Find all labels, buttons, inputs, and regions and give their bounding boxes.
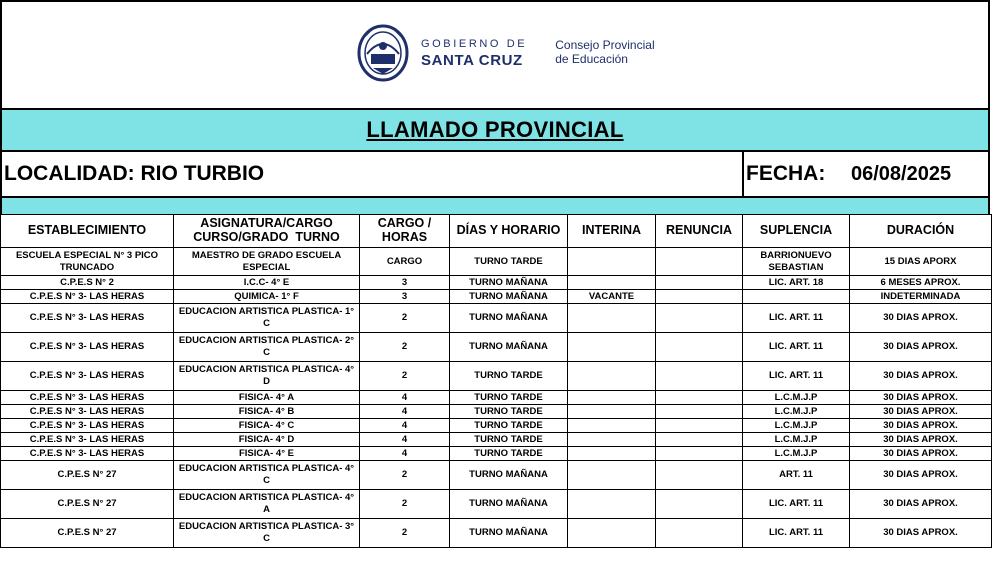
table-row [1, 519, 992, 548]
cell-interina [568, 362, 656, 391]
cell-suplencia: L.C.M.J.P [743, 391, 850, 405]
col-interina: INTERINA [568, 215, 656, 248]
table-row [1, 290, 992, 304]
cell-establecimiento: C.P.E.S N° 3- LAS HERAS [1, 304, 174, 333]
cell-asignatura: EDUCACION ARTISTICA PLASTICA- 4° A [174, 490, 360, 519]
table-row [1, 276, 992, 290]
cell-asignatura: MAESTRO DE GRADO ESCUELA ESPECIAL [174, 248, 360, 276]
cell-renuncia [656, 333, 743, 362]
cell-dias: TURNO MAÑANA [450, 304, 568, 333]
gobierno-main-text: SANTA CRUZ [421, 51, 523, 69]
cell-renuncia [656, 276, 743, 290]
localidad-label: LOCALIDAD: RIO TURBIO [4, 162, 265, 185]
cell-interina [568, 276, 656, 290]
cell-interina: VACANTE [568, 290, 656, 304]
title-band [0, 110, 990, 150]
localidad-fecha-row [0, 150, 990, 198]
table-header-row [1, 215, 992, 248]
table-row [1, 362, 992, 391]
cell-suplencia: L.C.M.J.P [743, 419, 850, 433]
cell-duracion: 30 DIAS APROX. [850, 519, 992, 548]
cell-asignatura: FISICA- 4° C [174, 419, 360, 433]
cell-cargo: 2 [360, 333, 450, 362]
cell-cargo: 2 [360, 519, 450, 548]
col-dias: DÍAS Y HORARIO [450, 215, 568, 248]
cell-dias: TURNO MAÑANA [450, 519, 568, 548]
table-row [1, 333, 992, 362]
table-row [1, 419, 992, 433]
cell-interina [568, 248, 656, 276]
cell-asignatura: EDUCACION ARTISTICA PLASTICA- 2° C [174, 333, 360, 362]
fecha-label: FECHA: [746, 162, 826, 185]
cell-establecimiento: ESCUELA ESPECIAL N° 3 PICO TRUNCADO [1, 248, 174, 276]
cell-establecimiento: C.P.E.S N° 27 [1, 519, 174, 548]
cell-cargo: 4 [360, 419, 450, 433]
cell-asignatura: QUIMICA- 1° F [174, 290, 360, 304]
cell-cargo: 4 [360, 391, 450, 405]
cell-cargo: 2 [360, 304, 450, 333]
cell-establecimiento: C.P.E.S N° 3- LAS HERAS [1, 405, 174, 419]
col-cargo [360, 215, 450, 248]
table-row [1, 433, 992, 447]
cell-suplencia: L.C.M.J.P [743, 433, 850, 447]
cell-establecimiento: C.P.E.S N° 3- LAS HERAS [1, 433, 174, 447]
table-row [1, 391, 992, 405]
cell-duracion: 30 DIAS APROX. [850, 333, 992, 362]
cell-renuncia [656, 433, 743, 447]
cell-duracion: 30 DIAS APROX. [850, 433, 992, 447]
cell-cargo: CARGO [360, 248, 450, 276]
cell-interina [568, 490, 656, 519]
provincial-seal-icon [357, 24, 409, 82]
cell-establecimiento: C.P.E.S N° 3- LAS HERAS [1, 419, 174, 433]
cell-cargo: 2 [360, 461, 450, 490]
cell-suplencia: LIC. ART. 11 [743, 304, 850, 333]
cell-suplencia: L.C.M.J.P [743, 405, 850, 419]
cell-asignatura: I.C.C- 4° E [174, 276, 360, 290]
cell-renuncia [656, 304, 743, 333]
cell-establecimiento: C.P.E.S N° 3- LAS HERAS [1, 333, 174, 362]
col-asignatura [174, 215, 360, 248]
cell-dias: TURNO MAÑANA [450, 333, 568, 362]
cell-establecimiento: C.P.E.S N° 2 [1, 276, 174, 290]
table-row [1, 405, 992, 419]
cell-establecimiento: C.P.E.S N° 3- LAS HERAS [1, 391, 174, 405]
cell-interina [568, 391, 656, 405]
cell-duracion: 30 DIAS APROX. [850, 391, 992, 405]
cell-cargo: 4 [360, 447, 450, 461]
cell-renuncia [656, 362, 743, 391]
cell-interina [568, 461, 656, 490]
cell-asignatura: FISICA- 4° D [174, 433, 360, 447]
gobierno-wordmark [421, 39, 527, 68]
table-row [1, 304, 992, 333]
table-row [1, 248, 992, 276]
cell-interina [568, 519, 656, 548]
fecha-value: 06/08/2025 [851, 162, 952, 185]
cell-suplencia: LIC. ART. 11 [743, 490, 850, 519]
header-banner [0, 0, 990, 110]
cell-suplencia: BARRIONUEVO SEBASTIAN [743, 248, 850, 276]
cell-renuncia [656, 461, 743, 490]
cell-establecimiento: C.P.E.S N° 3- LAS HERAS [1, 290, 174, 304]
table-row [1, 447, 992, 461]
cell-cargo: 2 [360, 362, 450, 391]
cell-establecimiento: C.P.E.S N° 3- LAS HERAS [1, 362, 174, 391]
cell-establecimiento: C.P.E.S N° 27 [1, 461, 174, 490]
consejo-wordmark [555, 39, 654, 67]
cell-renuncia [656, 519, 743, 548]
table-row [1, 461, 992, 490]
col-duracion: DURACIÓN [850, 215, 992, 248]
cell-suplencia: LIC. ART. 11 [743, 519, 850, 548]
cell-dias: TURNO TARDE [450, 362, 568, 391]
cell-interina [568, 419, 656, 433]
cell-interina [568, 405, 656, 419]
cell-cargo: 4 [360, 433, 450, 447]
cell-cargo: 4 [360, 405, 450, 419]
cell-renuncia [656, 405, 743, 419]
cell-suplencia: L.C.M.J.P [743, 447, 850, 461]
cell-duracion: 30 DIAS APROX. [850, 304, 992, 333]
cell-asignatura: FISICA- 4° B [174, 405, 360, 419]
fecha-cell [744, 152, 988, 196]
cell-asignatura: FISICA- 4° E [174, 447, 360, 461]
cell-duracion: 30 DIAS APROX. [850, 461, 992, 490]
cell-asignatura: EDUCACION ARTISTICA PLASTICA- 4° C [174, 461, 360, 490]
col-suplencia: SUPLENCIA [743, 215, 850, 248]
cell-renuncia [656, 391, 743, 405]
cell-establecimiento: C.P.E.S N° 3- LAS HERAS [1, 447, 174, 461]
cell-dias: TURNO MAÑANA [450, 290, 568, 304]
vacancies-table [0, 214, 992, 548]
col-cargo-line1: CARGO / [377, 216, 432, 231]
cell-renuncia [656, 490, 743, 519]
cell-duracion: INDETERMINADA [850, 290, 992, 304]
cell-duracion: 30 DIAS APROX. [850, 447, 992, 461]
cell-dias: TURNO MAÑANA [450, 490, 568, 519]
consejo-line2: de Educación [555, 52, 628, 66]
col-establecimiento: ESTABLECIMIENTO [1, 215, 174, 248]
cell-duracion: 15 DIAS APORX [850, 248, 992, 276]
col-cargo-line2: HORAS [381, 230, 428, 244]
cell-suplencia: LIC. ART. 11 [743, 333, 850, 362]
cell-duracion: 30 DIAS APROX. [850, 419, 992, 433]
cell-renuncia [656, 290, 743, 304]
cell-dias: TURNO TARDE [450, 405, 568, 419]
cell-dias: TURNO TARDE [450, 391, 568, 405]
cell-cargo: 2 [360, 490, 450, 519]
table-row [1, 490, 992, 519]
cell-asignatura: EDUCACION ARTISTICA PLASTICA- 3° C [174, 519, 360, 548]
cell-suplencia: LIC. ART. 18 [743, 276, 850, 290]
cell-asignatura: EDUCACION ARTISTICA PLASTICA- 4° D [174, 362, 360, 391]
col-asignatura-line2: CURSO/GRADO TURNO [193, 230, 340, 244]
cell-renuncia [656, 447, 743, 461]
cell-duracion: 30 DIAS APROX. [850, 405, 992, 419]
cell-dias: TURNO MAÑANA [450, 461, 568, 490]
cell-asignatura: FISICA- 4° A [174, 391, 360, 405]
cell-interina [568, 447, 656, 461]
cell-cargo: 3 [360, 290, 450, 304]
cell-interina [568, 433, 656, 447]
cell-asignatura: EDUCACION ARTISTICA PLASTICA- 1° C [174, 304, 360, 333]
cell-suplencia: LIC. ART. 11 [743, 362, 850, 391]
cell-cargo: 3 [360, 276, 450, 290]
table-body [1, 248, 992, 548]
cell-suplencia [743, 290, 850, 304]
cell-duracion: 6 MESES APROX. [850, 276, 992, 290]
cell-dias: TURNO TARDE [450, 248, 568, 276]
consejo-line1: Consejo Provincial [555, 38, 655, 53]
cell-dias: TURNO TARDE [450, 447, 568, 461]
cell-duracion: 30 DIAS APROX. [850, 490, 992, 519]
gobierno-top-text: GOBIERNO DE [421, 37, 528, 50]
logo-group [357, 24, 655, 82]
cell-renuncia [656, 419, 743, 433]
cell-renuncia [656, 248, 743, 276]
cell-dias: TURNO TARDE [450, 433, 568, 447]
col-asignatura-line1: ASIGNATURA/CARGO [200, 216, 333, 231]
cell-dias: TURNO MAÑANA [450, 276, 568, 290]
cell-interina [568, 304, 656, 333]
localidad-cell [2, 152, 744, 196]
col-renuncia: RENUNCIA [656, 215, 743, 248]
separator-strip [0, 198, 990, 214]
cell-suplencia: ART. 11 [743, 461, 850, 490]
cell-interina [568, 333, 656, 362]
cell-establecimiento: C.P.E.S N° 27 [1, 490, 174, 519]
cell-dias: TURNO TARDE [450, 419, 568, 433]
cell-duracion: 30 DIAS APROX. [850, 362, 992, 391]
page-title: LLAMADO PROVINCIAL [366, 117, 624, 142]
